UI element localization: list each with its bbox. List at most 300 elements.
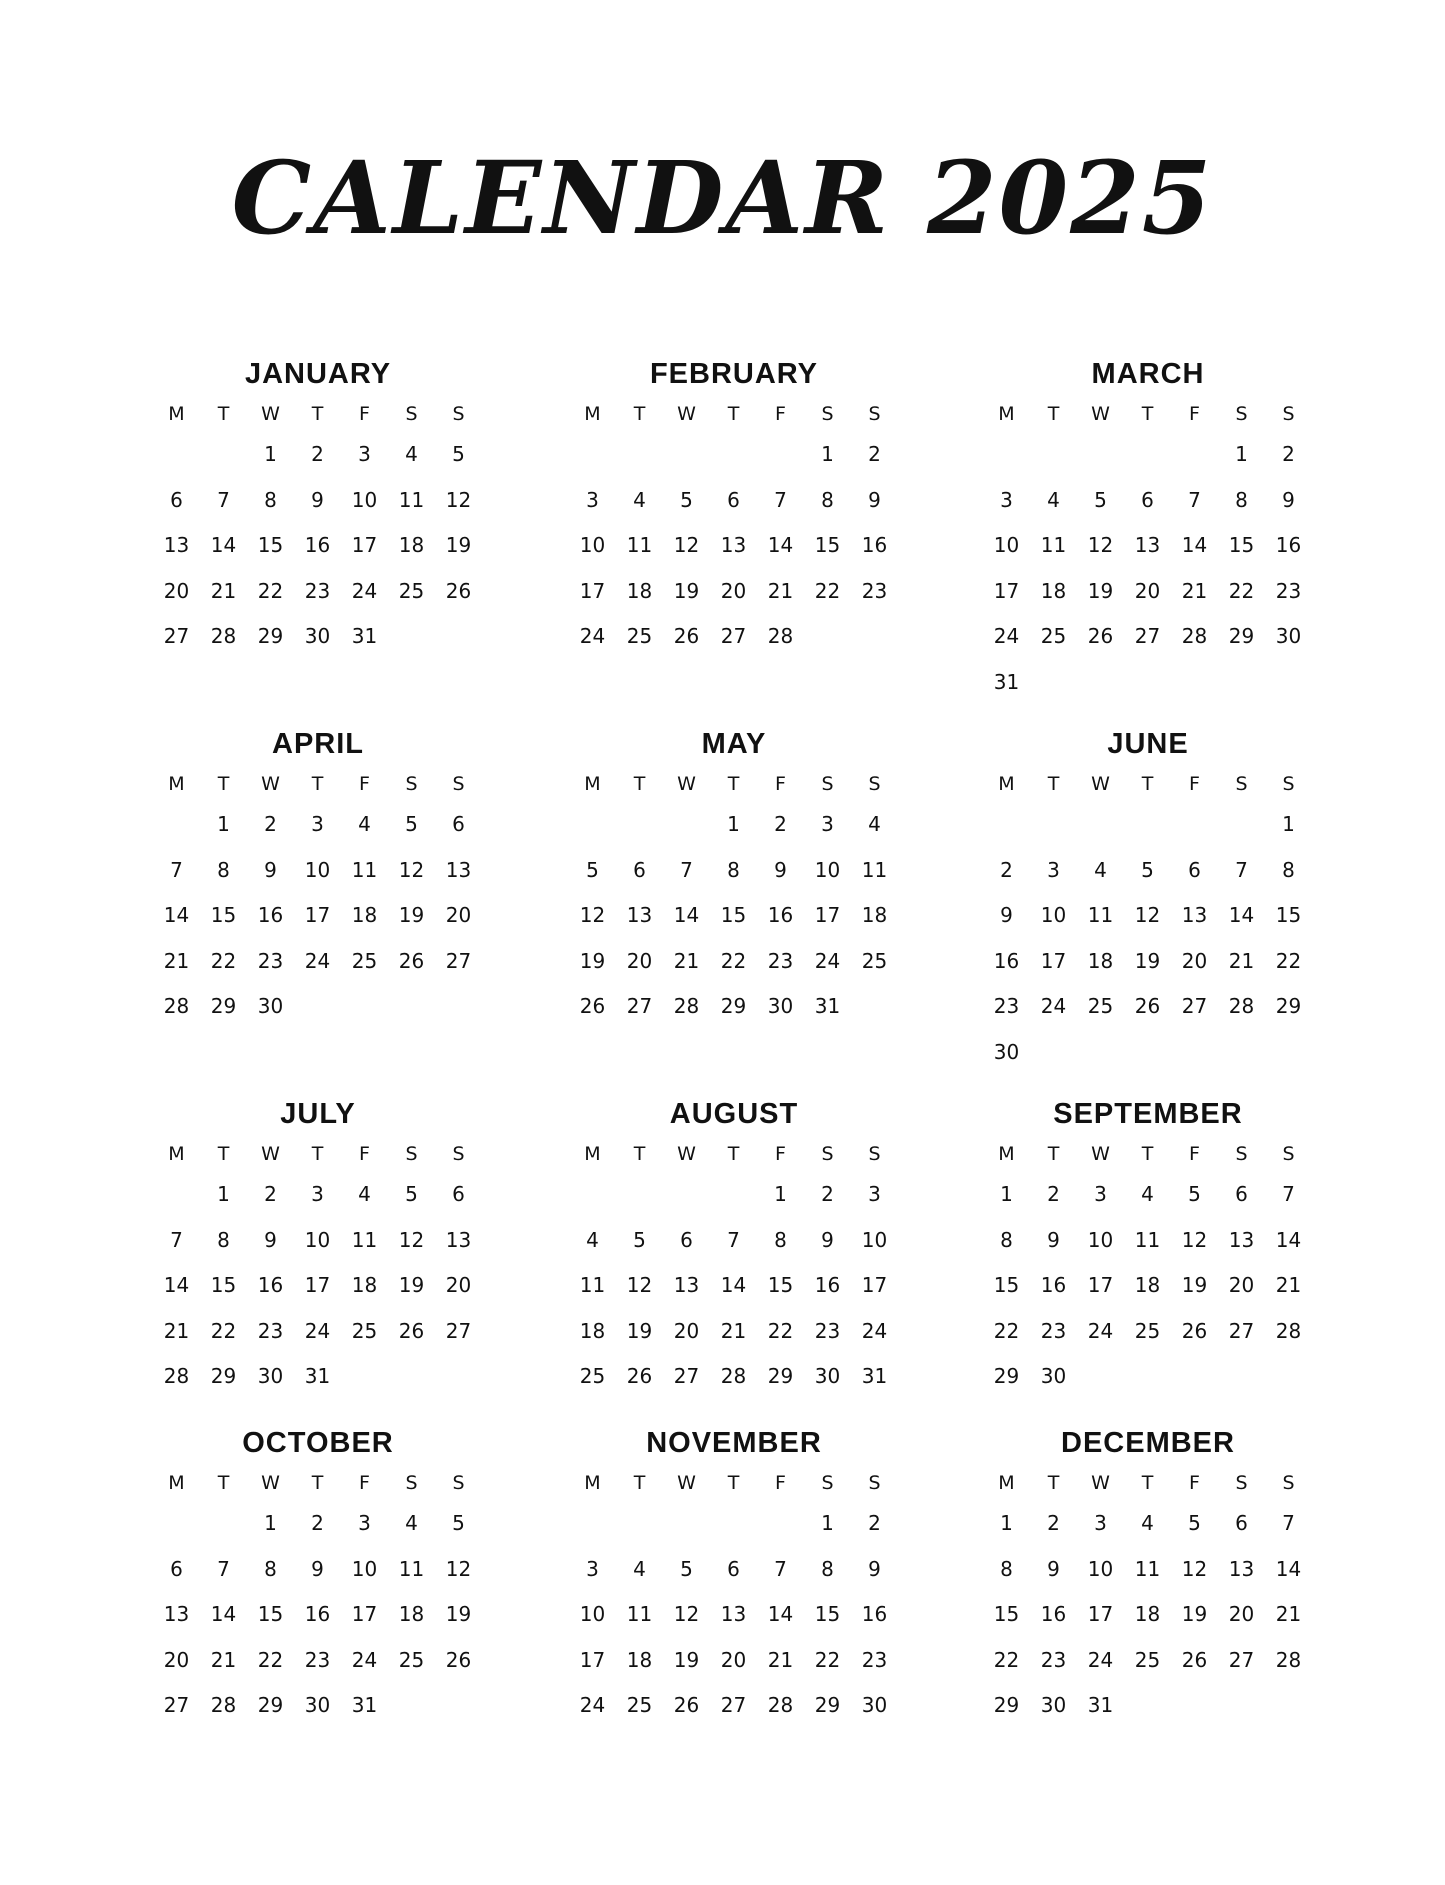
day-cell: 15: [257, 533, 284, 557]
weekday-label: F: [359, 1143, 370, 1165]
day-cell: 13: [163, 533, 190, 557]
week-row: [153, 1172, 483, 1218]
day-cell: 15: [257, 1602, 284, 1626]
day-cell: 23: [861, 1647, 888, 1672]
empty-cell: [1077, 1354, 1124, 1400]
empty-cell: [804, 614, 851, 660]
day-cell: 3: [1000, 487, 1013, 512]
weekday-label: T: [311, 773, 324, 795]
day-cell: 15: [993, 1602, 1020, 1626]
day-cell: 12: [445, 487, 472, 512]
day-cell: 30: [1275, 624, 1302, 648]
empty-cell: [569, 432, 616, 478]
day-cell: 15: [1275, 903, 1302, 927]
week-row: [569, 1218, 899, 1264]
day-cell: 24: [579, 624, 606, 648]
week-row: [153, 1592, 483, 1638]
day-cell: 27: [673, 1364, 700, 1388]
weekday-label: S: [868, 403, 881, 425]
day-cell: 16: [1040, 1602, 1067, 1626]
week-row: [983, 1263, 1313, 1309]
weekday-header: [569, 1136, 899, 1172]
week-row: [983, 1030, 1313, 1076]
empty-cell: [1171, 660, 1218, 706]
day-cell: 19: [626, 1318, 653, 1343]
day-cell: 15: [767, 1273, 794, 1297]
day-cell: 19: [398, 1273, 425, 1297]
empty-cell: [1171, 802, 1218, 848]
day-cell: 30: [993, 1039, 1020, 1064]
empty-cell: [435, 614, 482, 660]
week-row: [569, 432, 899, 478]
day-cell: 16: [1275, 533, 1302, 557]
day-cell: 3: [586, 487, 599, 512]
day-cell: 21: [1228, 948, 1255, 973]
empty-cell: [341, 1354, 388, 1400]
day-cell: 27: [720, 1693, 747, 1717]
month-name: MARCH: [1091, 358, 1205, 390]
week-row: [983, 1638, 1313, 1684]
week-row: [569, 1683, 899, 1729]
weekday-label: T: [1047, 1472, 1060, 1494]
day-cell: 27: [163, 1693, 190, 1717]
day-cell: 23: [993, 994, 1020, 1018]
empty-cell: [569, 1172, 616, 1218]
page-title: CALENDAR 2025: [231, 139, 1214, 257]
day-cell: 21: [767, 1647, 794, 1672]
day-cell: 23: [304, 1647, 331, 1672]
day-cell: 14: [673, 903, 700, 927]
week-row: [569, 893, 899, 939]
day-cell: 1: [727, 812, 740, 836]
day-cell: 9: [264, 857, 277, 882]
day-cell: 5: [405, 1182, 418, 1206]
day-cell: 12: [398, 857, 425, 882]
month-name: DECEMBER: [1061, 1427, 1235, 1459]
empty-cell: [710, 1501, 757, 1547]
day-cell: 2: [1000, 857, 1013, 882]
day-cell: 3: [586, 1556, 599, 1581]
weekday-header: [569, 1465, 899, 1501]
day-cell: 16: [861, 1602, 888, 1626]
weekday-label: T: [217, 1472, 230, 1494]
day-cell: 30: [767, 994, 794, 1018]
day-cell: 26: [445, 1647, 472, 1672]
day-cell: 22: [257, 1647, 284, 1672]
day-cell: 27: [1228, 1318, 1255, 1343]
month-march: [983, 352, 1313, 705]
day-cell: 4: [405, 442, 418, 466]
day-cell: 12: [579, 903, 606, 927]
month-name: JANUARY: [244, 358, 392, 390]
day-cell: 26: [673, 1693, 700, 1717]
weekday-label: F: [1189, 403, 1200, 425]
day-cell: 1: [774, 1182, 787, 1206]
day-cell: 12: [1181, 1556, 1208, 1581]
day-cell: 30: [861, 1693, 888, 1717]
day-cell: 13: [1228, 1227, 1255, 1252]
day-cell: 29: [814, 1693, 841, 1717]
day-cell: 1: [1000, 1182, 1013, 1206]
day-cell: 28: [767, 1693, 794, 1717]
day-cell: 1: [1235, 442, 1248, 466]
weekday-label: M: [168, 403, 185, 425]
week-row: [983, 939, 1313, 985]
week-row: [569, 1501, 899, 1547]
day-cell: 6: [1235, 1511, 1248, 1535]
day-cell: 14: [1275, 1227, 1302, 1252]
day-cell: 11: [1087, 903, 1114, 927]
empty-cell: [569, 802, 616, 848]
day-cell: 17: [993, 578, 1020, 603]
month-name: MAY: [701, 728, 767, 760]
day-cell: 8: [1235, 487, 1248, 512]
weekday-label: F: [1189, 1472, 1200, 1494]
weekday-header: [153, 1465, 483, 1501]
day-cell: 8: [217, 1227, 230, 1252]
day-cell: 6: [452, 1182, 465, 1206]
day-cell: 5: [586, 857, 599, 882]
day-cell: 2: [1282, 442, 1295, 466]
day-cell: 2: [868, 1511, 881, 1535]
day-cell: 7: [774, 487, 787, 512]
empty-cell: [710, 432, 757, 478]
day-cell: 13: [1181, 903, 1208, 927]
week-row: [569, 523, 899, 569]
weekday-label: S: [868, 1472, 881, 1494]
weekday-label: T: [1141, 403, 1154, 425]
day-cell: 2: [264, 812, 277, 836]
weekday-label: T: [1047, 773, 1060, 795]
day-cell: 13: [626, 903, 653, 927]
day-cell: 10: [304, 857, 331, 882]
weekday-label: T: [727, 773, 740, 795]
day-cell: 7: [1282, 1182, 1295, 1206]
weekday-label: F: [775, 1472, 786, 1494]
weekday-label: W: [1091, 1472, 1110, 1494]
week-row: [569, 1263, 899, 1309]
day-cell: 27: [445, 948, 472, 973]
day-cell: 2: [264, 1182, 277, 1206]
week-row: [153, 1218, 483, 1264]
day-cell: 23: [1040, 1318, 1067, 1343]
weekday-label: T: [633, 773, 646, 795]
day-cell: 19: [1087, 578, 1114, 603]
weekday-label: M: [168, 773, 185, 795]
week-row: [983, 1309, 1313, 1355]
day-cell: 5: [1141, 857, 1154, 882]
empty-cell: [388, 614, 435, 660]
empty-cell: [200, 1501, 247, 1547]
empty-cell: [663, 1172, 710, 1218]
empty-cell: [1077, 802, 1124, 848]
day-cell: 9: [1000, 903, 1013, 927]
day-cell: 20: [673, 1318, 700, 1343]
empty-cell: [1030, 660, 1077, 706]
day-cell: 25: [398, 1647, 425, 1672]
weekday-label: S: [405, 403, 418, 425]
weekday-label: T: [217, 773, 230, 795]
week-row: [983, 848, 1313, 894]
weekday-label: M: [998, 1143, 1015, 1165]
day-cell: 29: [720, 994, 747, 1018]
weekday-label: F: [359, 1472, 370, 1494]
day-cell: 7: [170, 857, 183, 882]
weekday-header: [983, 396, 1313, 432]
day-cell: 17: [304, 903, 331, 927]
empty-cell: [663, 1501, 710, 1547]
day-cell: 23: [257, 1318, 284, 1343]
day-cell: 30: [1040, 1693, 1067, 1717]
weekday-label: S: [452, 1143, 465, 1165]
day-cell: 25: [1087, 994, 1114, 1018]
day-cell: 20: [626, 948, 653, 973]
empty-cell: [1124, 802, 1171, 848]
weekday-label: T: [633, 403, 646, 425]
week-row: [153, 1263, 483, 1309]
day-cell: 18: [1134, 1273, 1161, 1297]
day-cell: 4: [1047, 487, 1060, 512]
month-name: JULY: [280, 1098, 356, 1130]
day-cell: 7: [217, 487, 230, 512]
day-cell: 11: [1134, 1556, 1161, 1581]
weekday-label: S: [452, 1472, 465, 1494]
day-cell: 19: [445, 533, 472, 557]
weekday-label: W: [261, 773, 280, 795]
weekday-label: S: [1235, 773, 1248, 795]
day-cell: 16: [861, 533, 888, 557]
week-row: [983, 1172, 1313, 1218]
weekday-label: T: [727, 1143, 740, 1165]
empty-cell: [435, 984, 482, 1030]
weekday-label: T: [633, 1472, 646, 1494]
day-cell: 10: [1040, 903, 1067, 927]
day-cell: 1: [264, 442, 277, 466]
month-name: OCTOBER: [242, 1427, 394, 1459]
day-cell: 9: [311, 1556, 324, 1581]
empty-cell: [983, 432, 1030, 478]
month-name: NOVEMBER: [646, 1427, 822, 1459]
day-cell: 5: [680, 1556, 693, 1581]
day-cell: 30: [304, 624, 331, 648]
weekday-label: W: [677, 1143, 696, 1165]
day-cell: 28: [1275, 1318, 1302, 1343]
weekday-label: W: [261, 1472, 280, 1494]
day-cell: 6: [727, 487, 740, 512]
day-cell: 27: [626, 994, 653, 1018]
day-cell: 3: [311, 1182, 324, 1206]
empty-cell: [851, 614, 898, 660]
day-cell: 29: [257, 1693, 284, 1717]
day-cell: 26: [1181, 1647, 1208, 1672]
day-cell: 16: [257, 903, 284, 927]
weekday-label: W: [677, 1472, 696, 1494]
day-cell: 4: [868, 812, 881, 836]
weekday-label: T: [311, 1143, 324, 1165]
weekday-label: T: [217, 1143, 230, 1165]
day-cell: 20: [1228, 1273, 1255, 1297]
day-cell: 4: [405, 1511, 418, 1535]
day-cell: 26: [398, 1318, 425, 1343]
day-cell: 9: [1047, 1556, 1060, 1581]
day-cell: 20: [1228, 1602, 1255, 1626]
weekday-label: M: [168, 1472, 185, 1494]
day-cell: 18: [1134, 1602, 1161, 1626]
empty-cell: [616, 802, 663, 848]
day-cell: 1: [1000, 1511, 1013, 1535]
day-cell: 24: [861, 1318, 888, 1343]
week-row: [983, 1592, 1313, 1638]
weekday-label: S: [1235, 403, 1248, 425]
day-cell: 12: [673, 1602, 700, 1626]
day-cell: 9: [1282, 487, 1295, 512]
day-cell: 30: [304, 1693, 331, 1717]
weekday-label: F: [359, 773, 370, 795]
day-cell: 28: [720, 1364, 747, 1388]
weekday-label: W: [677, 773, 696, 795]
weekday-label: S: [868, 1143, 881, 1165]
week-row: [569, 1354, 899, 1400]
day-cell: 25: [861, 948, 888, 973]
day-cell: 21: [1275, 1602, 1302, 1626]
day-cell: 20: [163, 1647, 190, 1672]
day-cell: 7: [217, 1556, 230, 1581]
day-cell: 28: [210, 624, 237, 648]
day-cell: 6: [170, 487, 183, 512]
day-cell: 29: [257, 624, 284, 648]
day-cell: 22: [210, 1318, 237, 1343]
day-cell: 9: [868, 1556, 881, 1581]
day-cell: 6: [1141, 487, 1154, 512]
day-cell: 7: [170, 1227, 183, 1252]
day-cell: 6: [452, 812, 465, 836]
weekday-label: M: [584, 1472, 601, 1494]
day-cell: 5: [452, 1511, 465, 1535]
weekday-label: S: [405, 1472, 418, 1494]
weekday-label: S: [821, 773, 834, 795]
day-cell: 6: [680, 1227, 693, 1252]
week-row: [153, 848, 483, 894]
empty-cell: [388, 984, 435, 1030]
day-cell: 13: [673, 1273, 700, 1297]
day-cell: 29: [993, 1364, 1020, 1388]
day-cell: 29: [1275, 994, 1302, 1018]
empty-cell: [1171, 1030, 1218, 1076]
day-cell: 13: [163, 1602, 190, 1626]
empty-cell: [388, 1354, 435, 1400]
day-cell: 26: [1087, 624, 1114, 648]
day-cell: 22: [257, 578, 284, 603]
day-cell: 23: [814, 1318, 841, 1343]
week-row: [569, 569, 899, 615]
day-cell: 11: [398, 487, 425, 512]
week-row: [983, 1683, 1313, 1729]
day-cell: 9: [821, 1227, 834, 1252]
day-cell: 28: [1275, 1647, 1302, 1672]
day-cell: 30: [1040, 1364, 1067, 1388]
day-cell: 17: [579, 578, 606, 603]
day-cell: 5: [633, 1227, 646, 1252]
empty-cell: [153, 432, 200, 478]
day-cell: 8: [264, 487, 277, 512]
day-cell: 18: [1087, 948, 1114, 973]
day-cell: 19: [1181, 1602, 1208, 1626]
weekday-label: S: [821, 403, 834, 425]
empty-cell: [1124, 1354, 1171, 1400]
day-cell: 22: [993, 1318, 1020, 1343]
weekday-label: S: [821, 1472, 834, 1494]
day-cell: 8: [1282, 857, 1295, 882]
weekday-header: [983, 766, 1313, 802]
day-cell: 22: [814, 578, 841, 603]
empty-cell: [294, 984, 341, 1030]
day-cell: 20: [1134, 578, 1161, 603]
day-cell: 23: [257, 948, 284, 973]
day-cell: 11: [351, 857, 378, 882]
day-cell: 16: [304, 533, 331, 557]
day-cell: 8: [264, 1556, 277, 1581]
day-cell: 31: [351, 1693, 378, 1717]
day-cell: 25: [579, 1364, 606, 1388]
empty-cell: [757, 1501, 804, 1547]
day-cell: 25: [626, 624, 653, 648]
day-cell: 14: [210, 1602, 237, 1626]
day-cell: 11: [1134, 1227, 1161, 1252]
day-cell: 26: [398, 948, 425, 973]
day-cell: 1: [217, 1182, 230, 1206]
weekday-label: M: [998, 403, 1015, 425]
month-august: [569, 1092, 899, 1400]
day-cell: 27: [720, 624, 747, 648]
day-cell: 26: [1181, 1318, 1208, 1343]
day-cell: 8: [821, 1556, 834, 1581]
empty-cell: [663, 802, 710, 848]
empty-cell: [710, 1172, 757, 1218]
day-cell: 7: [727, 1227, 740, 1252]
day-cell: 30: [814, 1364, 841, 1388]
day-cell: 17: [351, 1602, 378, 1626]
day-cell: 14: [210, 533, 237, 557]
day-cell: 21: [1275, 1273, 1302, 1297]
empty-cell: [153, 1501, 200, 1547]
day-cell: 4: [1141, 1511, 1154, 1535]
weekday-label: S: [1282, 1143, 1295, 1165]
month-july: [153, 1092, 483, 1400]
day-cell: 10: [351, 1556, 378, 1581]
weekday-label: S: [1282, 403, 1295, 425]
empty-cell: [1124, 432, 1171, 478]
day-cell: 3: [1047, 857, 1060, 882]
weekday-label: S: [452, 773, 465, 795]
empty-cell: [757, 432, 804, 478]
week-row: [153, 1501, 483, 1547]
empty-cell: [1030, 432, 1077, 478]
month-november: [569, 1421, 899, 1729]
day-cell: 10: [1087, 1556, 1114, 1581]
week-row: [569, 1638, 899, 1684]
week-row: [153, 614, 483, 660]
day-cell: 27: [1228, 1647, 1255, 1672]
day-cell: 12: [445, 1556, 472, 1581]
day-cell: 4: [633, 1556, 646, 1581]
weekday-label: T: [633, 1143, 646, 1165]
empty-cell: [1218, 660, 1265, 706]
weekday-label: S: [1282, 1472, 1295, 1494]
week-row: [569, 1309, 899, 1355]
weekday-label: S: [405, 773, 418, 795]
day-cell: 20: [445, 903, 472, 927]
day-cell: 24: [304, 1318, 331, 1343]
